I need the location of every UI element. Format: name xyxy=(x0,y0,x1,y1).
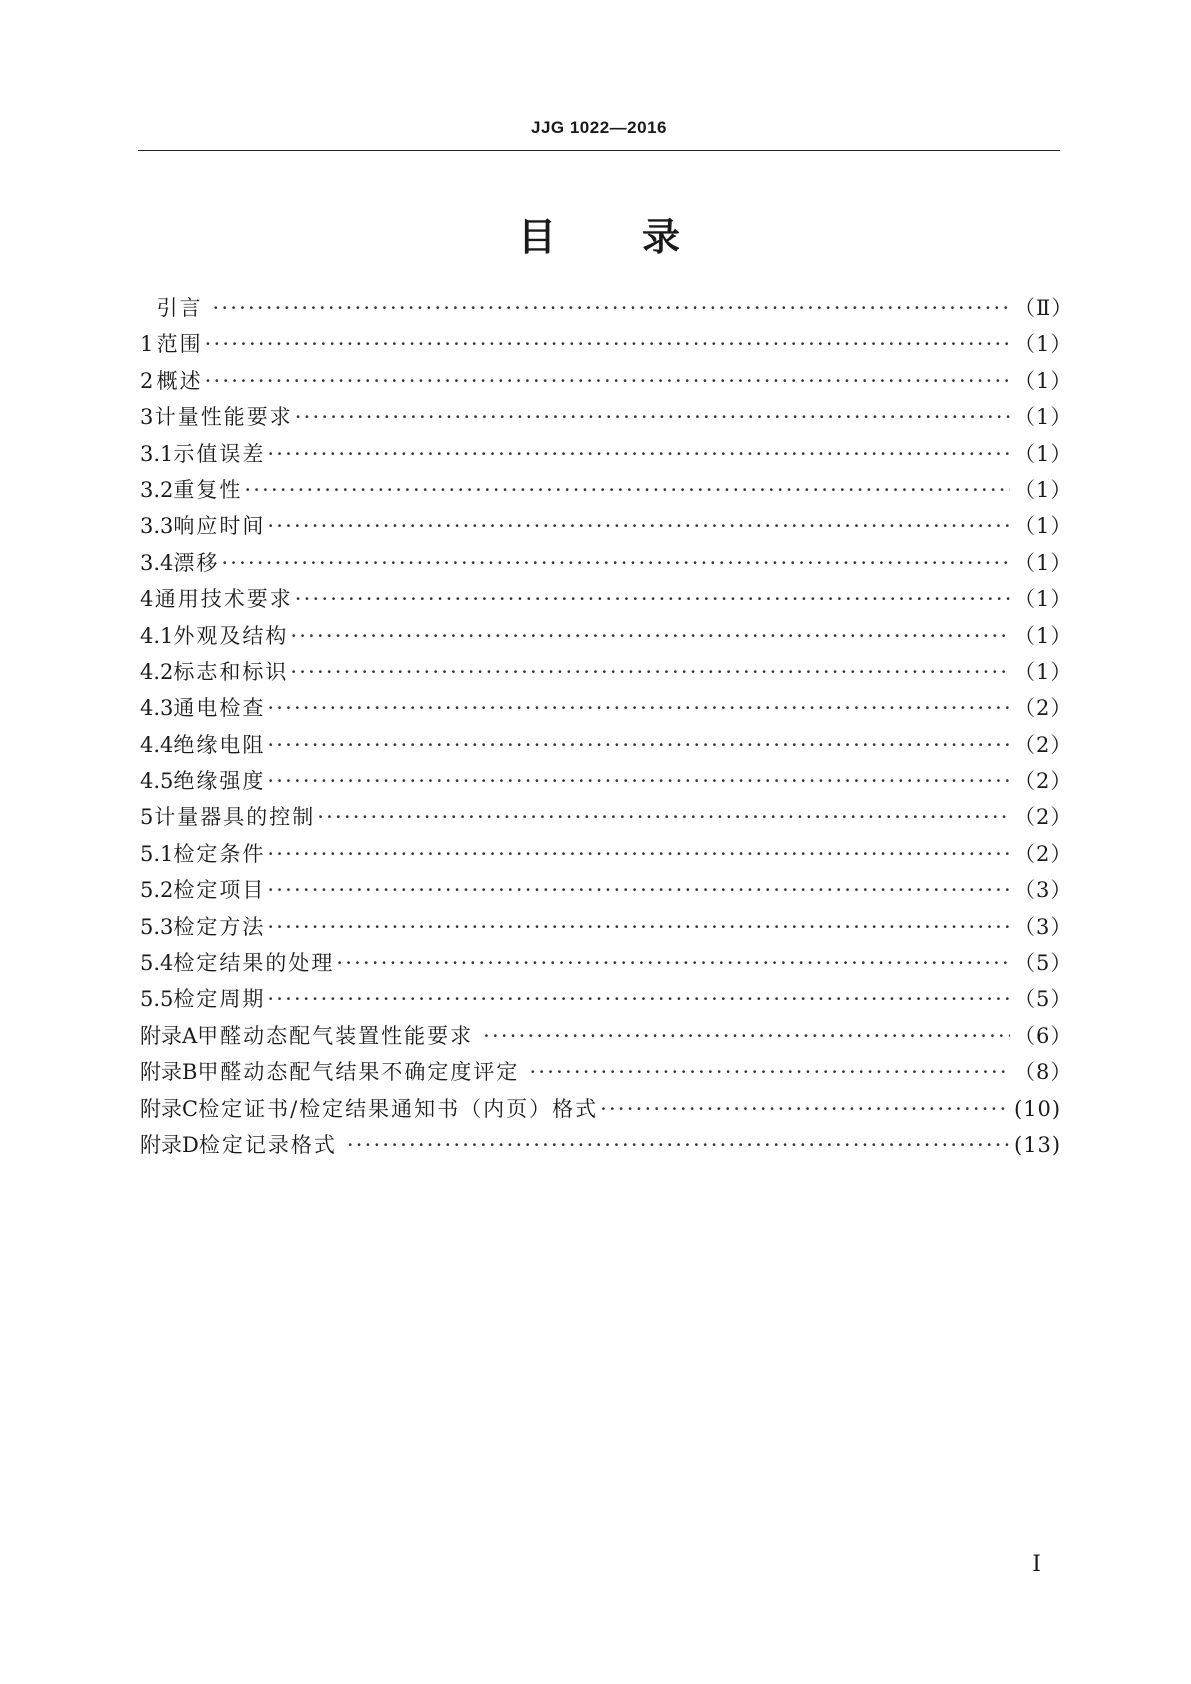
toc-entry-page: （1） xyxy=(1014,623,1073,648)
toc-entry-label: 概述 xyxy=(156,368,203,393)
toc-entry-label: 漂移 xyxy=(173,550,220,575)
toc-entry[interactable] xyxy=(140,945,1073,981)
toc-entry-number: 4.3 xyxy=(140,696,174,721)
dot-leader xyxy=(267,872,1010,908)
toc-entry-page: （6） xyxy=(1014,1023,1073,1048)
toc-entry-page: （2） xyxy=(1014,732,1073,757)
toc-entry-page: （5） xyxy=(1014,951,1073,976)
toc-entry-number: 4.2 xyxy=(140,659,174,684)
toc-entry[interactable] xyxy=(140,545,1073,581)
dot-leader xyxy=(295,399,1010,435)
toc-entry[interactable] xyxy=(140,363,1073,399)
toc-entry-number: 3.1 xyxy=(140,441,174,466)
toc-entry[interactable] xyxy=(140,1091,1060,1127)
dot-leader xyxy=(267,727,1010,763)
toc-entry-label: 检定记录格式 xyxy=(198,1132,337,1157)
toc-entry[interactable] xyxy=(140,508,1073,544)
toc-entry-page: (13) xyxy=(1014,1132,1062,1157)
toc-entry[interactable] xyxy=(140,872,1073,908)
toc-entry-label: 检定项目 xyxy=(173,878,266,903)
toc-entry-number: 附录A xyxy=(140,1023,198,1048)
toc-entry-label: 范围 xyxy=(156,332,203,357)
toc-entry[interactable] xyxy=(140,1018,1073,1054)
toc-entry[interactable] xyxy=(140,836,1073,872)
toc-entry-number: 3.3 xyxy=(140,514,174,539)
toc-entry-label: 标志和标识 xyxy=(173,659,289,684)
dot-leader xyxy=(267,508,1010,544)
toc-entry[interactable] xyxy=(140,727,1073,763)
dot-leader xyxy=(317,799,1010,835)
toc-entry[interactable] xyxy=(140,690,1073,726)
toc-entry-number: 4.5 xyxy=(140,769,174,794)
toc-entry-label: 通电检查 xyxy=(173,696,266,721)
dot-leader xyxy=(267,690,1010,726)
toc-entry-label: 重复性 xyxy=(173,477,243,502)
toc-entry-number: 4.1 xyxy=(140,623,174,648)
toc-entry-number: 5.5 xyxy=(140,987,174,1012)
toc-entry[interactable] xyxy=(140,472,1073,508)
toc-entry-page: (10) xyxy=(1014,1096,1062,1121)
dot-leader xyxy=(290,618,1010,654)
dot-leader xyxy=(205,363,1010,399)
dot-leader xyxy=(221,545,1010,581)
dot-leader xyxy=(267,836,1010,872)
toc-entry-number: 3.4 xyxy=(140,550,174,575)
toc-entry-label: 计量性能要求 xyxy=(154,405,293,430)
toc-entry-label: 通用技术要求 xyxy=(154,587,293,612)
toc-entry-number: 1 xyxy=(140,332,154,357)
toc-entry-label: 示值误差 xyxy=(173,441,266,466)
toc-entry[interactable] xyxy=(140,909,1073,945)
toc-entry-page: （1） xyxy=(1014,514,1073,539)
toc-entry-page: （1） xyxy=(1014,587,1073,612)
toc-entry-number: 5 xyxy=(140,805,154,830)
dot-leader xyxy=(290,654,1010,690)
toc-entry[interactable] xyxy=(140,1054,1073,1090)
toc-entry-number: 3 xyxy=(140,405,154,430)
toc-entry-page: （1） xyxy=(1014,477,1073,502)
toc-entry[interactable] xyxy=(140,654,1073,690)
toc-entry[interactable] xyxy=(140,436,1073,472)
toc-entry-page: （8） xyxy=(1014,1060,1073,1085)
title-char-2: 录 xyxy=(642,215,681,259)
table-of-contents xyxy=(140,290,1074,1163)
toc-entry-number: 5.4 xyxy=(140,951,174,976)
document-code-header: JJG 1022—2016 xyxy=(531,118,667,137)
toc-entry-number: 附录D xyxy=(140,1132,199,1157)
toc-entry-page: （Ⅱ） xyxy=(1014,296,1074,320)
toc-entry-number: 附录C xyxy=(140,1096,199,1121)
page-title xyxy=(138,206,1060,261)
toc-entry-label: 检定方法 xyxy=(173,914,266,939)
toc-entry-page: （3） xyxy=(1014,914,1073,939)
toc-entry-number: 5.1 xyxy=(140,841,174,866)
page-number: I xyxy=(1032,1552,1041,1577)
dot-leader xyxy=(295,581,1010,617)
toc-entry-number: 4 xyxy=(140,587,154,612)
dot-leader xyxy=(347,1127,1010,1163)
toc-entry-number: 5.3 xyxy=(140,914,174,939)
dot-leader xyxy=(529,1054,1010,1090)
toc-entry-number: 附录B xyxy=(140,1060,198,1085)
toc-entry-label: 甲醛动态配气装置性能要求 xyxy=(197,1023,474,1048)
toc-entry-label: 甲醛动态配气结果不确定度评定 xyxy=(197,1060,520,1085)
toc-entry-page: （1） xyxy=(1014,368,1073,393)
toc-entry-label: 检定结果的处理 xyxy=(173,951,335,976)
dot-leader xyxy=(483,1018,1010,1054)
toc-entry[interactable] xyxy=(140,1127,1060,1163)
toc-entry-label: 绝缘电阻 xyxy=(173,732,266,757)
toc-entry-label: 响应时间 xyxy=(173,514,266,539)
toc-entry-number: 2 xyxy=(140,368,154,393)
toc-entry[interactable] xyxy=(140,981,1073,1017)
toc-entry[interactable] xyxy=(140,326,1073,362)
toc-entry-page: （1） xyxy=(1014,659,1073,684)
toc-entry[interactable] xyxy=(140,581,1073,617)
toc-entry-page: （2） xyxy=(1014,805,1073,830)
toc-entry-page: （5） xyxy=(1014,987,1073,1012)
header-rule xyxy=(138,150,1060,151)
dot-leader xyxy=(267,909,1010,945)
toc-entry-page: （1） xyxy=(1014,405,1073,430)
toc-entry[interactable] xyxy=(140,763,1073,799)
toc-entry-number: 3.2 xyxy=(140,477,174,502)
toc-entry-page: （2） xyxy=(1014,769,1073,794)
toc-entry-page: （1） xyxy=(1014,550,1073,575)
dot-leader xyxy=(212,290,1010,326)
toc-entry[interactable] xyxy=(140,399,1073,435)
toc-entry-page: （1） xyxy=(1014,332,1073,357)
toc-entry-label: 引言 xyxy=(156,296,203,320)
toc-entry-page: （3） xyxy=(1014,878,1073,903)
toc-entry-label: 计量器具的控制 xyxy=(154,805,316,830)
toc-entry-label: 外观及结构 xyxy=(173,623,289,648)
toc-entry-label: 检定证书/检定结果通知书（内页）格式 xyxy=(198,1096,599,1121)
dot-leader xyxy=(267,436,1010,472)
dot-leader xyxy=(244,472,1010,508)
dot-leader xyxy=(205,326,1010,362)
toc-entry[interactable] xyxy=(140,799,1073,835)
toc-entry-label: 检定周期 xyxy=(173,987,266,1012)
toc-entry[interactable] xyxy=(140,618,1073,654)
toc-entry-page: （1） xyxy=(1014,441,1073,466)
dot-leader xyxy=(336,945,1010,981)
toc-entry-number: 5.2 xyxy=(140,878,174,903)
toc-entry-label: 检定条件 xyxy=(173,841,266,866)
toc-entry-page: （2） xyxy=(1014,841,1073,866)
title-char-1: 目 xyxy=(517,215,556,259)
toc-entry-number: 4.4 xyxy=(140,732,174,757)
toc-entry-label: 绝缘强度 xyxy=(173,769,266,794)
dot-leader xyxy=(267,763,1010,799)
toc-entry-page: （2） xyxy=(1014,696,1073,721)
toc-entry[interactable] xyxy=(140,290,1074,326)
dot-leader xyxy=(600,1091,1010,1127)
dot-leader xyxy=(267,981,1010,1017)
